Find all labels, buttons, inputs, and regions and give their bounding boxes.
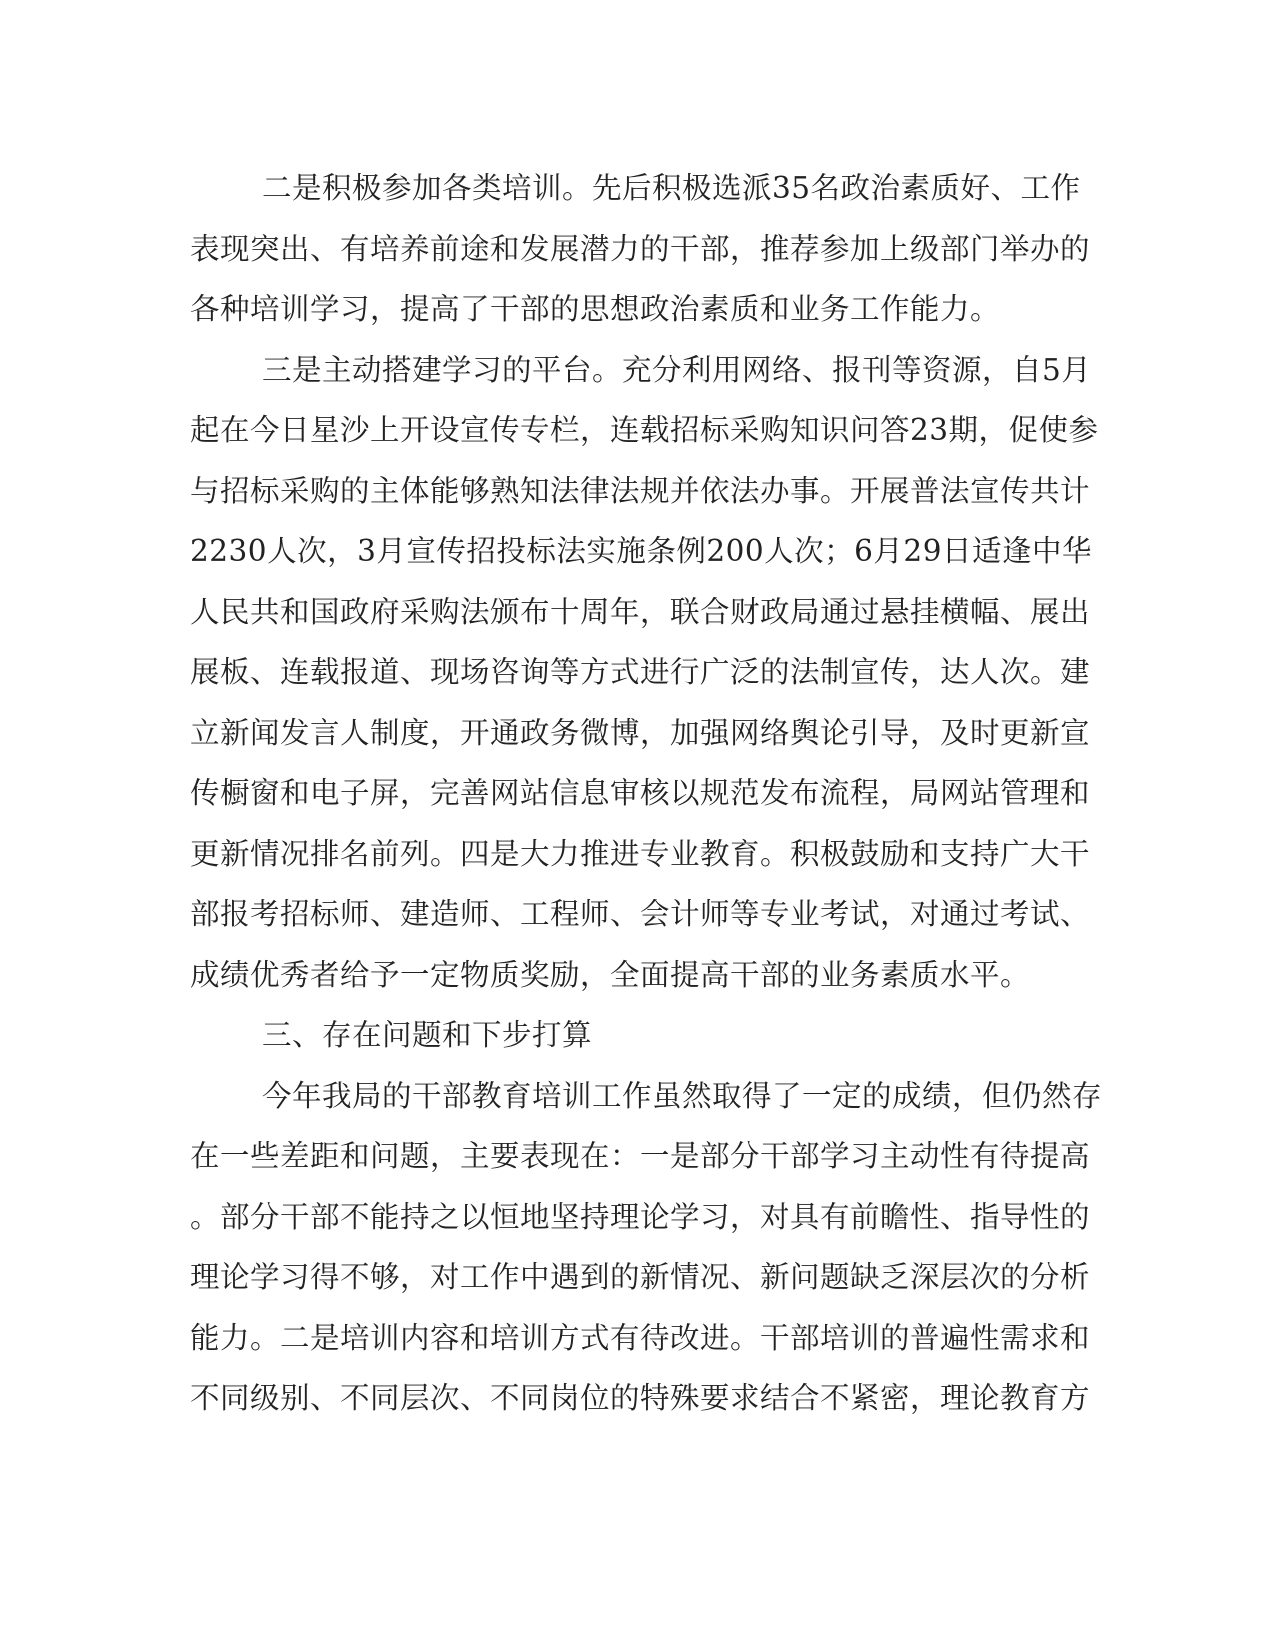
text-line: 传橱窗和电子屏，完善网站信息审核以规范发布流程，局网站管理和 — [190, 776, 1091, 810]
text-line: 部报考招标师、建造师、工程师、会计师等专业考试，对通过考试、 — [190, 897, 1091, 931]
text-line: 各种培训学习，提高了干部的思想政治素质和业务工作能力。 — [190, 292, 1001, 326]
text-line: 展板、连载报道、现场咨询等方式进行广泛的法制宣传，达人次。建 — [190, 655, 1091, 689]
text-line: 起在今日星沙上开设宣传专栏，连载招标采购知识问答23期，促使参 — [190, 413, 1099, 447]
text-line: 成绩优秀者给予一定物质奖励，全面提高干部的业务素质水平。 — [190, 957, 1031, 992]
text-line: 。部分干部不能持之以恒地坚持理论学习，对具有前瞻性、指导性的 — [190, 1199, 1091, 1234]
text-line: 三是主动搭建学习的平台。充分利用网络、报刊等资源，自5月 — [262, 352, 1092, 387]
text-line: 二是积极参加各类培训。先后积极选派35名政治素质好、工作 — [262, 171, 1081, 205]
text-line: 不同级别、不同层次、不同岗位的特殊要求结合不紧密，理论教育方 — [190, 1381, 1091, 1415]
text-line: 与招标采购的主体能够熟知法律法规并依法办事。开展普法宣传共计 — [190, 473, 1091, 508]
text-line: 在一些差距和问题，主要表现在：一是部分干部学习主动性有待提高 — [190, 1139, 1091, 1173]
text-line: 更新情况排名前列。四是大力推进专业教育。积极鼓励和支持广大干 — [190, 836, 1091, 871]
text-line: 表现突出、有培养前途和发展潜力的干部，推荐参加上级部门举办的 — [190, 231, 1091, 266]
text-line: 三、存在问题和下步打算 — [262, 1018, 593, 1052]
text-line: 今年我局的干部教育培训工作虽然取得了一定的成绩，但仍然存 — [262, 1078, 1103, 1113]
text-line: 理论学习得不够，对工作中遇到的新情况、新问题缺乏深层次的分析 — [190, 1260, 1091, 1294]
document-body — [190, 158, 1103, 1429]
text-line: 能力。二是培训内容和培训方式有待改进。干部培训的普遍性需求和 — [190, 1320, 1091, 1355]
text-line: 2230人次，3月宣传招投标法实施条例200人次；6月29日适逢中华 — [190, 534, 1092, 568]
text-line: 立新闻发言人制度，开通政务微博，加强网络舆论引导，及时更新宣 — [190, 715, 1091, 750]
text-line: 人民共和国政府采购法颁布十周年，联合财政局通过悬挂横幅、展出 — [190, 594, 1091, 629]
